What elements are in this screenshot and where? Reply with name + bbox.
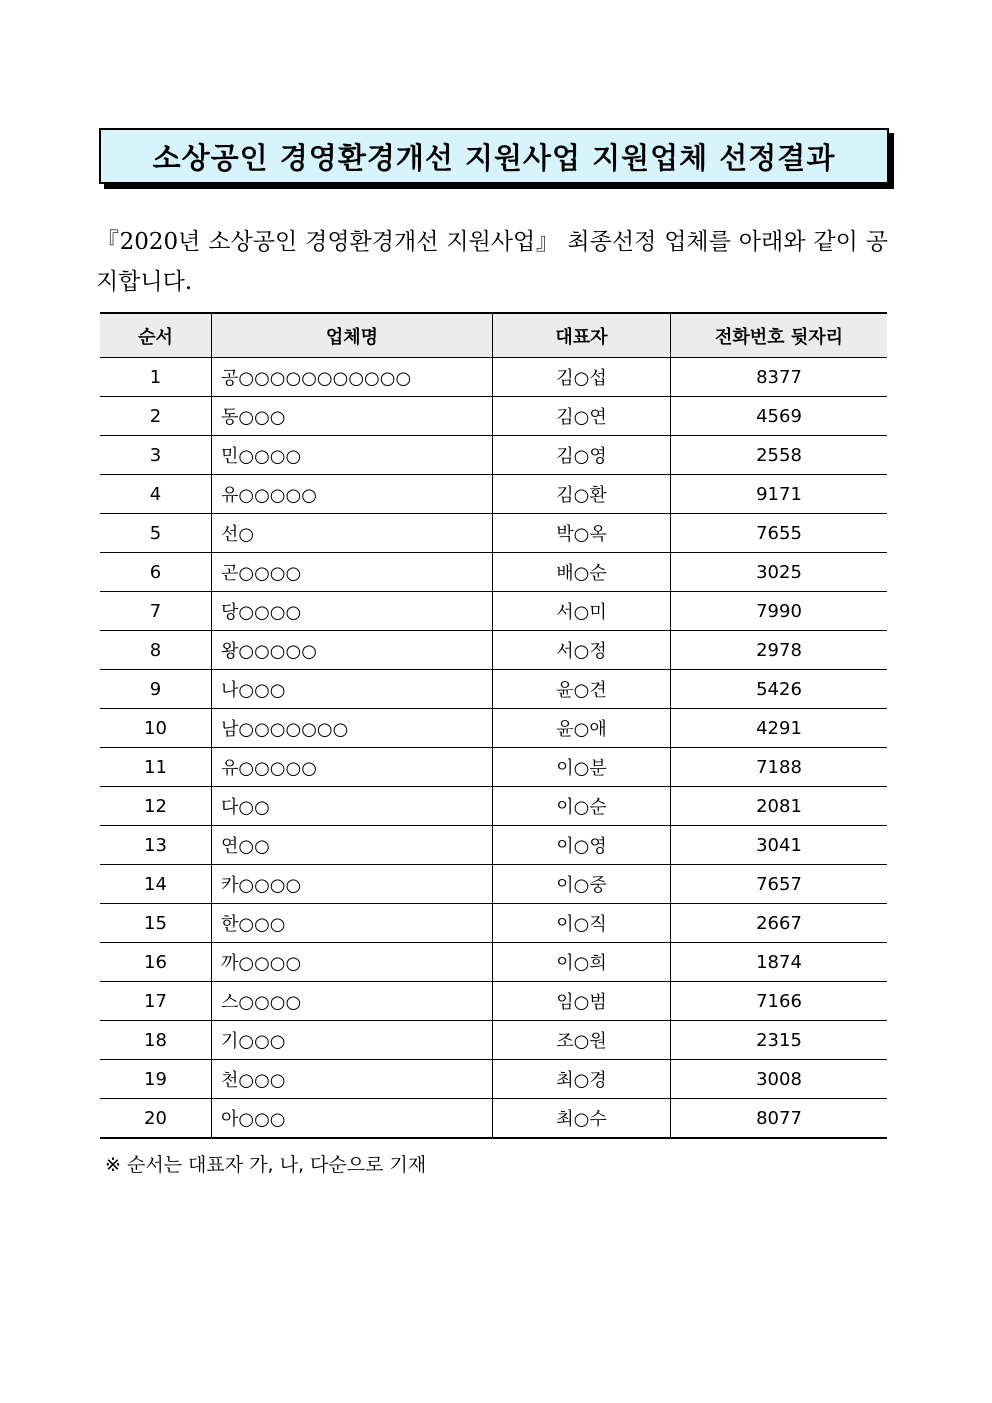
- title-box: [99, 128, 889, 184]
- cell-order: 10: [100, 709, 212, 748]
- cell-phone-suffix: 2315: [671, 1021, 888, 1060]
- page-title: 소상공인 경영환경개선 지원사업 지원업체 선정결과: [152, 140, 836, 175]
- cell-order: 2: [100, 397, 212, 436]
- cell-phone-suffix: 1874: [671, 943, 888, 982]
- cell-representative: 김○환: [493, 475, 671, 514]
- cell-representative: 이○직: [493, 904, 671, 943]
- table-row: [100, 436, 887, 475]
- cell-order: 11: [100, 748, 212, 787]
- cell-representative: 이○희: [493, 943, 671, 982]
- cell-order: 18: [100, 1021, 212, 1060]
- cell-representative: 이○중: [493, 865, 671, 904]
- cell-representative: 이○순: [493, 787, 671, 826]
- cell-company: 왕○○○○○: [212, 631, 493, 670]
- cell-company: 민○○○○: [212, 436, 493, 475]
- table-header-row: [100, 313, 887, 358]
- cell-company: 선○: [212, 514, 493, 553]
- cell-phone-suffix: 3008: [671, 1060, 888, 1099]
- cell-order: 12: [100, 787, 212, 826]
- table-row: [100, 748, 887, 787]
- cell-phone-suffix: 4569: [671, 397, 888, 436]
- cell-representative: 임○범: [493, 982, 671, 1021]
- cell-order: 16: [100, 943, 212, 982]
- cell-phone-suffix: 7188: [671, 748, 888, 787]
- cell-order: 19: [100, 1060, 212, 1099]
- table-row: [100, 592, 887, 631]
- cell-phone-suffix: 8377: [671, 358, 888, 397]
- cell-phone-suffix: 2081: [671, 787, 888, 826]
- cell-order: 14: [100, 865, 212, 904]
- table-row: [100, 475, 887, 514]
- cell-company: 다○○: [212, 787, 493, 826]
- table-row: [100, 1060, 887, 1099]
- table-row: [100, 982, 887, 1021]
- table-row: [100, 943, 887, 982]
- cell-representative: 박○옥: [493, 514, 671, 553]
- cell-order: 5: [100, 514, 212, 553]
- cell-company: 유○○○○○: [212, 475, 493, 514]
- table-row: [100, 358, 887, 397]
- header-phone-suffix: 전화번호 뒷자리: [671, 313, 888, 358]
- cell-representative: 최○경: [493, 1060, 671, 1099]
- cell-order: 17: [100, 982, 212, 1021]
- cell-order: 9: [100, 670, 212, 709]
- cell-company: 공○○○○○○○○○○○: [212, 358, 493, 397]
- table-row: [100, 514, 887, 553]
- selection-table: [100, 312, 887, 1139]
- cell-order: 7: [100, 592, 212, 631]
- cell-order: 3: [100, 436, 212, 475]
- cell-company: 곤○○○○: [212, 553, 493, 592]
- cell-company: 기○○○: [212, 1021, 493, 1060]
- table-row: [100, 1099, 887, 1139]
- cell-company: 천○○○: [212, 1060, 493, 1099]
- table-row: [100, 1021, 887, 1060]
- cell-representative: 서○정: [493, 631, 671, 670]
- cell-company: 한○○○: [212, 904, 493, 943]
- cell-company: 남○○○○○○○: [212, 709, 493, 748]
- table-row: [100, 826, 887, 865]
- cell-phone-suffix: 9171: [671, 475, 888, 514]
- cell-company: 동○○○: [212, 397, 493, 436]
- cell-representative: 김○섭: [493, 358, 671, 397]
- cell-phone-suffix: 4291: [671, 709, 888, 748]
- cell-phone-suffix: 7657: [671, 865, 888, 904]
- cell-order: 1: [100, 358, 212, 397]
- cell-phone-suffix: 2667: [671, 904, 888, 943]
- cell-representative: 이○영: [493, 826, 671, 865]
- header-representative: 대표자: [493, 313, 671, 358]
- cell-company: 아○○○: [212, 1099, 493, 1139]
- cell-company: 까○○○○: [212, 943, 493, 982]
- cell-company: 카○○○○: [212, 865, 493, 904]
- cell-phone-suffix: 8077: [671, 1099, 888, 1139]
- cell-representative: 서○미: [493, 592, 671, 631]
- cell-company: 스○○○○: [212, 982, 493, 1021]
- cell-company: 연○○: [212, 826, 493, 865]
- cell-phone-suffix: 5426: [671, 670, 888, 709]
- table-row: [100, 397, 887, 436]
- cell-phone-suffix: 2558: [671, 436, 888, 475]
- table-body: [100, 358, 887, 1139]
- cell-order: 4: [100, 475, 212, 514]
- cell-company: 나○○○: [212, 670, 493, 709]
- cell-order: 15: [100, 904, 212, 943]
- cell-order: 6: [100, 553, 212, 592]
- cell-phone-suffix: 2978: [671, 631, 888, 670]
- cell-phone-suffix: 7166: [671, 982, 888, 1021]
- cell-representative: 조○원: [493, 1021, 671, 1060]
- cell-representative: 김○영: [493, 436, 671, 475]
- header-company: 업체명: [212, 313, 493, 358]
- table-row: [100, 670, 887, 709]
- footnote: ※ 순서는 대표자 가, 나, 다순으로 기재: [105, 1154, 427, 1176]
- table-row: [100, 709, 887, 748]
- table-row: [100, 865, 887, 904]
- cell-company: 당○○○○: [212, 592, 493, 631]
- cell-representative: 배○순: [493, 553, 671, 592]
- cell-representative: 이○분: [493, 748, 671, 787]
- cell-order: 13: [100, 826, 212, 865]
- table-row: [100, 553, 887, 592]
- cell-order: 8: [100, 631, 212, 670]
- title-banner: [99, 128, 889, 184]
- cell-representative: 김○연: [493, 397, 671, 436]
- header-order: 순서: [100, 313, 212, 358]
- cell-phone-suffix: 7990: [671, 592, 888, 631]
- cell-phone-suffix: 3025: [671, 553, 888, 592]
- cell-phone-suffix: 7655: [671, 514, 888, 553]
- intro-paragraph: 『2020년 소상공인 경영환경개선 지원사업』 최종선정 업체를 아래와 같이 공지합니다.: [96, 229, 888, 295]
- table-row: [100, 631, 887, 670]
- table-row: [100, 904, 887, 943]
- cell-representative: 최○수: [493, 1099, 671, 1139]
- cell-order: 20: [100, 1099, 212, 1139]
- cell-company: 유○○○○○: [212, 748, 493, 787]
- cell-representative: 윤○견: [493, 670, 671, 709]
- cell-representative: 윤○애: [493, 709, 671, 748]
- table-row: [100, 787, 887, 826]
- cell-phone-suffix: 3041: [671, 826, 888, 865]
